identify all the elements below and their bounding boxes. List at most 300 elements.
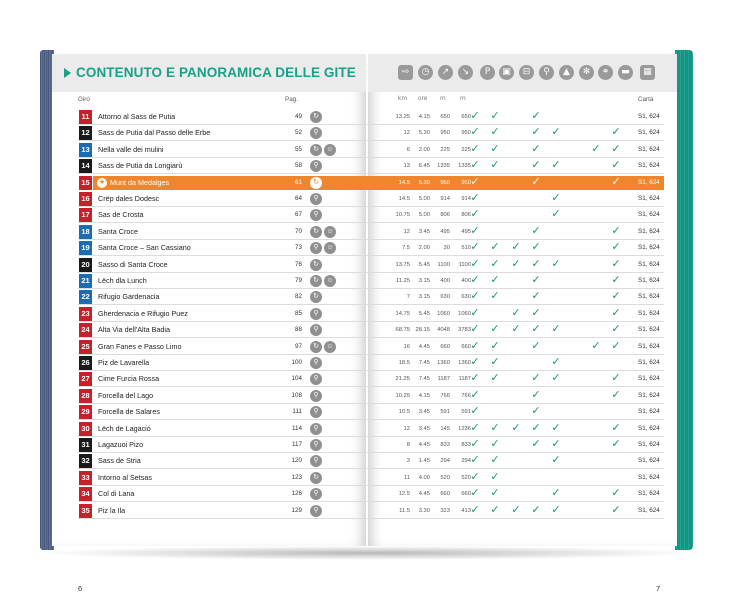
check-icon: ✓ [470, 504, 480, 516]
check-icon: ✓ [470, 176, 480, 188]
check-icon: ✓ [470, 192, 480, 204]
check-icon: ✓ [531, 323, 541, 335]
cell-down: 225 [461, 147, 471, 153]
cell-up: 591 [440, 409, 450, 415]
page-ref[interactable]: 97 [294, 343, 302, 350]
tour-name[interactable]: Lëch de Lagació [98, 424, 151, 433]
check-icon: ✓ [611, 143, 621, 155]
highlight-bar [93, 176, 664, 190]
cell-km: 14.5 [398, 180, 410, 186]
check-icon: ✓ [470, 159, 480, 171]
tour-name[interactable]: Alta Via dell'Alta Badia [98, 325, 170, 334]
hiker-icon: ⚲ [310, 308, 322, 320]
check-icon: ✓ [511, 258, 521, 270]
cell-km: 12 [403, 130, 410, 136]
map-ref: S1, 624 [638, 146, 660, 153]
row-divider [78, 403, 664, 404]
check-icon: ✓ [551, 454, 561, 466]
cell-ore: 5.45 [418, 311, 430, 317]
tour-number-badge: 34 [79, 487, 92, 501]
tour-number-badge: 12 [79, 126, 92, 140]
row-divider [78, 239, 664, 240]
cell-km: 13.25 [395, 114, 410, 120]
page-ref[interactable]: 67 [294, 211, 302, 218]
tour-name[interactable]: Gran Fanes e Passo Limo [98, 342, 182, 351]
restaurant-icon: ⚲ [539, 65, 554, 80]
hiker-icon: ⚲ [310, 373, 322, 385]
tour-number-badge: 31 [79, 438, 92, 452]
check-icon: ✓ [611, 241, 621, 253]
cell-up: 4048 [437, 327, 450, 333]
tour-name[interactable]: Lagazuoi Pizo [98, 440, 144, 449]
check-icon: ✓ [531, 258, 541, 270]
bus-icon: ▣ [499, 65, 514, 80]
cell-down: 495 [461, 229, 471, 235]
page-ref[interactable]: 117 [291, 441, 302, 448]
table-row [0, 110, 733, 124]
tour-number-badge: 22 [79, 290, 92, 304]
cell-km: 21.25 [395, 376, 410, 382]
row-divider [78, 354, 664, 355]
row-divider [78, 222, 664, 223]
cell-ore: 4.15 [418, 393, 430, 399]
tour-name[interactable]: Piz de Lavarella [98, 358, 150, 367]
page-ref[interactable]: 64 [294, 195, 302, 202]
tour-number-badge: 24 [79, 323, 92, 337]
tour-name[interactable]: Santa Croce [98, 227, 138, 236]
cell-up: 660 [440, 344, 450, 350]
hiker-icon: ⚲ [310, 193, 322, 205]
page-ref[interactable]: 108 [291, 392, 302, 399]
table-row [0, 356, 733, 370]
cell-ore: 5.00 [418, 212, 430, 218]
page-ref[interactable]: 129 [291, 507, 302, 514]
tour-number-badge: 26 [79, 356, 92, 370]
page-ref[interactable]: 123 [291, 474, 302, 481]
cell-down: 950 [461, 180, 471, 186]
table-row [0, 241, 733, 255]
check-icon: ✓ [470, 487, 480, 499]
row-divider [78, 124, 664, 125]
tour-number-badge: 28 [79, 389, 92, 403]
cell-up: 833 [440, 442, 450, 448]
cell-km: 10.75 [395, 212, 410, 218]
tour-name[interactable]: Nella valle dei mulini [98, 145, 164, 154]
check-icon: ✓ [490, 454, 500, 466]
hiker-icon: ⚲ [310, 406, 322, 418]
cell-up: 1187 [437, 376, 450, 382]
check-icon: ✓ [511, 323, 521, 335]
rotate-icon: ↻ [310, 259, 322, 271]
map-ref: S1, 624 [638, 425, 660, 432]
check-icon: ✓ [611, 504, 621, 516]
summit-icon: ▲ [559, 65, 574, 80]
cell-km: 7.5 [401, 245, 410, 251]
cell-down: 1236 [458, 426, 471, 432]
map-ref: S1, 624 [638, 129, 660, 136]
cell-ore: 5.00 [418, 196, 430, 202]
hiker-icon: ⚲ [310, 439, 322, 451]
check-icon: ✓ [611, 487, 621, 499]
cell-down: 1187 [458, 376, 471, 382]
tour-name[interactable]: Sas de Crosta [98, 210, 144, 219]
check-icon: ✓ [551, 126, 561, 138]
tour-number-badge: 33 [79, 471, 92, 485]
map-ref: S1, 624 [638, 441, 660, 448]
check-icon: ✓ [470, 356, 480, 368]
tour-number-badge: 20 [79, 258, 92, 272]
row-divider [78, 419, 664, 420]
cell-ore: 3.45 [418, 409, 430, 415]
check-icon: ✓ [611, 126, 621, 138]
cell-up: 30 [443, 245, 450, 251]
check-icon: ✓ [611, 176, 621, 188]
table-row [0, 323, 733, 337]
check-icon: ✓ [470, 126, 480, 138]
cell-up: 323 [440, 508, 450, 514]
map-ref: S1, 624 [638, 490, 660, 497]
cell-down: 1060 [458, 311, 471, 317]
check-icon: ✓ [611, 159, 621, 171]
tour-number-badge: 14 [79, 159, 92, 173]
cell-ore: 3.45 [418, 426, 430, 432]
check-icon: ✓ [531, 438, 541, 450]
winter-icon: ✻ [579, 65, 594, 80]
check-icon: ✓ [470, 225, 480, 237]
map-ref: S1, 624 [638, 408, 660, 415]
cell-down: 833 [461, 442, 471, 448]
tour-number-badge: 35 [79, 504, 92, 518]
col-header-carta: Carta [638, 96, 654, 103]
tour-number-badge: 11 [79, 110, 92, 124]
tour-name[interactable]: Forcella del Lago [98, 391, 154, 400]
tour-name[interactable]: Munt da Medalges [110, 178, 170, 187]
check-icon: ✓ [531, 504, 541, 516]
tour-name[interactable]: Intorno al Setsas [98, 473, 152, 482]
kid-icon: ☺ [324, 226, 336, 238]
tour-number-badge: 17 [79, 208, 92, 222]
cell-down: 3783 [458, 327, 471, 333]
map-icon: ▦ [640, 65, 655, 80]
row-divider [78, 386, 664, 387]
row-divider [78, 485, 664, 486]
check-icon: ✓ [531, 422, 541, 434]
table-row [0, 422, 733, 436]
check-icon: ✓ [611, 438, 621, 450]
check-icon: ✓ [611, 225, 621, 237]
cell-down: 950 [461, 130, 471, 136]
page-ref[interactable]: 61 [294, 179, 302, 186]
page-ref[interactable]: 100 [291, 359, 302, 366]
cell-down: 806 [461, 212, 471, 218]
page-ref[interactable]: 114 [291, 425, 302, 432]
check-icon: ✓ [470, 438, 480, 450]
cell-km: 13 [403, 163, 410, 169]
cell-up: 1360 [437, 360, 450, 366]
cell-ore: 2.00 [418, 147, 430, 153]
page-ref[interactable]: 73 [294, 244, 302, 251]
tour-name[interactable]: Lëch dla Lunch [98, 276, 147, 285]
page-ref[interactable]: 70 [294, 228, 302, 235]
kid-icon: ☺ [324, 275, 336, 287]
col-header-ascent: m [440, 96, 446, 102]
check-icon: ✓ [531, 126, 541, 138]
tour-name[interactable]: Rifugio Gardenacia [98, 292, 160, 301]
check-icon: ✓ [470, 258, 480, 270]
hiker-icon: ⚲ [310, 488, 322, 500]
page-ref[interactable]: 79 [294, 277, 302, 284]
page-ref[interactable]: 55 [294, 146, 302, 153]
check-icon: ✓ [551, 208, 561, 220]
cell-ore: 7.45 [418, 376, 430, 382]
page-ref[interactable]: 120 [291, 457, 302, 464]
rotate-icon: ↻ [310, 144, 322, 156]
check-icon: ✓ [531, 405, 541, 417]
row-divider [78, 501, 664, 502]
row-divider [78, 272, 664, 273]
table-row [0, 290, 733, 304]
check-icon: ✓ [611, 389, 621, 401]
hiker-icon: ⚲ [310, 455, 322, 467]
map-ref: S1, 624 [638, 310, 660, 317]
tour-name[interactable]: Col di Lana [98, 489, 135, 498]
table-row [0, 340, 733, 354]
tour-name[interactable]: Piz la Ila [98, 506, 126, 515]
tour-name[interactable]: Santa Croce – San Cassiano [98, 243, 191, 252]
cell-down: 660 [461, 491, 471, 497]
tour-number-badge: 27 [79, 372, 92, 386]
check-icon: ✓ [611, 307, 621, 319]
cell-down: 766 [461, 393, 471, 399]
cell-up: 950 [440, 130, 450, 136]
page-ref[interactable]: 49 [294, 113, 302, 120]
tour-name[interactable]: Sass de Stria [98, 456, 141, 465]
tour-name[interactable]: Sasso di Santa Croce [98, 260, 168, 269]
check-icon: ✓ [551, 422, 561, 434]
hiker-icon: ⚲ [310, 505, 322, 517]
hiker-icon: ⚲ [310, 357, 322, 369]
table-row [0, 307, 733, 321]
mountain-down-icon: ↘ [458, 65, 473, 80]
check-icon: ✓ [551, 323, 561, 335]
map-ref: S1, 624 [638, 507, 660, 514]
check-icon: ✓ [531, 241, 541, 253]
page-ref[interactable]: 58 [294, 162, 302, 169]
check-icon: ✓ [551, 159, 561, 171]
tour-name[interactable]: Forcella de Salares [98, 407, 160, 416]
cell-km: 11.5 [399, 508, 410, 514]
row-divider [78, 288, 664, 289]
map-ref: S1, 624 [638, 277, 660, 284]
check-icon: ✓ [470, 422, 480, 434]
cell-km: 10.25 [395, 393, 410, 399]
cell-ore: 2.00 [418, 245, 430, 251]
cell-km: 12.5 [398, 491, 410, 497]
check-icon: ✓ [470, 307, 480, 319]
tour-number-badge: 13 [79, 143, 92, 157]
table-row [0, 258, 733, 272]
cell-down: 1335 [458, 163, 471, 169]
cell-ore: 3.15 [418, 294, 430, 300]
rotate-icon: ↻ [310, 177, 322, 189]
cell-up: 1060 [437, 311, 450, 317]
row-divider [78, 337, 664, 338]
map-ref: S1, 624 [638, 343, 660, 350]
check-icon: ✓ [531, 372, 541, 384]
cell-km: 3 [406, 458, 410, 464]
page-ref[interactable]: 76 [294, 261, 302, 268]
tour-number-badge: 23 [79, 307, 92, 321]
col-header-ore: ore [418, 96, 428, 102]
kid-icon: ☺ [324, 242, 336, 254]
cell-down: 591 [461, 409, 471, 415]
check-icon: ✓ [470, 471, 480, 483]
check-icon: ✓ [470, 290, 480, 302]
cell-km: 10.5 [398, 409, 410, 415]
page-number-right: 7 [656, 584, 661, 593]
check-icon: ✓ [611, 422, 621, 434]
map-ref: S1, 624 [638, 392, 660, 399]
check-icon: ✓ [591, 340, 601, 352]
check-icon: ✓ [591, 143, 601, 155]
check-icon: ✓ [470, 143, 480, 155]
map-ref: S1, 624 [638, 375, 660, 382]
map-ref: S1, 624 [638, 113, 660, 120]
row-divider [78, 452, 664, 453]
cell-up: 495 [440, 229, 450, 235]
cell-up: 630 [440, 294, 450, 300]
hiker-icon: ⚲ [310, 160, 322, 172]
cell-down: 630 [461, 294, 471, 300]
cell-km: 68.75 [395, 327, 410, 333]
check-icon: ✓ [490, 356, 500, 368]
cell-up: 650 [440, 114, 450, 120]
check-icon: ✓ [470, 274, 480, 286]
cell-ore: 4.15 [418, 114, 430, 120]
tour-name[interactable]: Gherdenacia e Rifugio Puez [98, 309, 188, 318]
check-icon: ✓ [490, 241, 500, 253]
page-ref[interactable]: 82 [294, 293, 302, 300]
check-icon: ✓ [490, 422, 500, 434]
check-icon: ✓ [470, 454, 480, 466]
table-row [0, 454, 733, 468]
page-ref[interactable]: 126 [291, 490, 302, 497]
check-icon: ✓ [470, 241, 480, 253]
table-row [0, 389, 733, 403]
cell-down: 1100 [458, 262, 471, 268]
check-icon: ✓ [551, 258, 561, 270]
table-row [0, 143, 733, 157]
tour-name[interactable]: Crëp dales Dodesc [98, 194, 160, 203]
check-icon: ✓ [490, 372, 500, 384]
page-ref[interactable]: 104 [291, 375, 302, 382]
book-shadow [34, 546, 702, 560]
rotate-icon: ↻ [310, 275, 322, 287]
cell-ore: 5.45 [418, 262, 430, 268]
check-icon: ✓ [470, 208, 480, 220]
page-ref[interactable]: 52 [294, 129, 302, 136]
cell-km: 8 [406, 442, 410, 448]
check-icon: ✓ [531, 389, 541, 401]
tour-name[interactable]: Attorno al Sass de Putia [98, 112, 176, 121]
tour-number-badge: 30 [79, 422, 92, 436]
row-divider [78, 255, 664, 256]
cell-up: 1335 [437, 163, 450, 169]
rotate-icon: ↻ [310, 111, 322, 123]
rotate-icon: ↻ [310, 226, 322, 238]
cell-ore: 4.45 [418, 491, 430, 497]
table-row [0, 192, 733, 206]
cell-ore: 5.30 [418, 180, 430, 186]
table-row [0, 208, 733, 222]
tour-number-badge: 18 [79, 225, 92, 239]
cell-up: 806 [440, 212, 450, 218]
cell-km: 14.75 [395, 311, 410, 317]
hiker-icon: ⚲ [310, 423, 322, 435]
table-row [0, 372, 733, 386]
check-icon: ✓ [490, 143, 500, 155]
check-icon: ✓ [531, 143, 541, 155]
row-divider [78, 140, 664, 141]
check-icon: ✓ [611, 323, 621, 335]
col-header-giro: Giro [78, 96, 90, 103]
cell-up: 1100 [437, 262, 450, 268]
map-ref: S1, 624 [638, 359, 660, 366]
cell-km: 18.5 [398, 360, 410, 366]
parking-icon: P [480, 65, 495, 80]
check-icon: ✓ [490, 487, 500, 499]
rotate-icon: ↻ [310, 291, 322, 303]
check-icon: ✓ [611, 290, 621, 302]
tour-name[interactable]: Sass de Putia da Longiarù [98, 161, 183, 170]
map-ref: S1, 624 [638, 326, 660, 333]
check-icon: ✓ [511, 241, 521, 253]
cell-down: 914 [461, 196, 471, 202]
check-icon: ✓ [551, 372, 561, 384]
bed-icon: ▬ [618, 65, 633, 80]
cell-down: 294 [461, 458, 471, 464]
tour-name[interactable]: Sass de Putia dal Passo delle Erbe [98, 128, 211, 137]
page-number-left: 6 [78, 584, 83, 593]
page-ref[interactable]: 88 [294, 326, 302, 333]
check-icon: ✓ [531, 225, 541, 237]
page-ref[interactable]: 85 [294, 310, 302, 317]
tour-number-badge: 25 [79, 340, 92, 354]
tour-number-badge: 19 [79, 241, 92, 255]
right-header-band [368, 54, 677, 92]
hiker-icon: ⚲ [310, 324, 322, 336]
cell-ore: 7.45 [418, 360, 430, 366]
check-icon: ✓ [490, 323, 500, 335]
cell-ore: 6.45 [418, 163, 430, 169]
table-row [0, 405, 733, 419]
highlight-icon: ★ [98, 179, 106, 186]
check-icon: ✓ [551, 487, 561, 499]
cell-down: 520 [461, 475, 471, 481]
check-icon: ✓ [490, 126, 500, 138]
map-ref: S1, 624 [638, 179, 660, 186]
tour-name[interactable]: Cime Furcia Rossa [98, 374, 160, 383]
cell-km: 6 [406, 147, 410, 153]
tour-number-badge: 29 [79, 405, 92, 419]
page-ref[interactable]: 111 [292, 408, 302, 415]
table-row [0, 225, 733, 239]
check-icon: ✓ [490, 504, 500, 516]
check-icon: ✓ [470, 389, 480, 401]
cable-car-icon: ⊟ [519, 65, 534, 80]
cell-down: 400 [461, 278, 471, 284]
kid-icon: ☺ [324, 341, 336, 353]
